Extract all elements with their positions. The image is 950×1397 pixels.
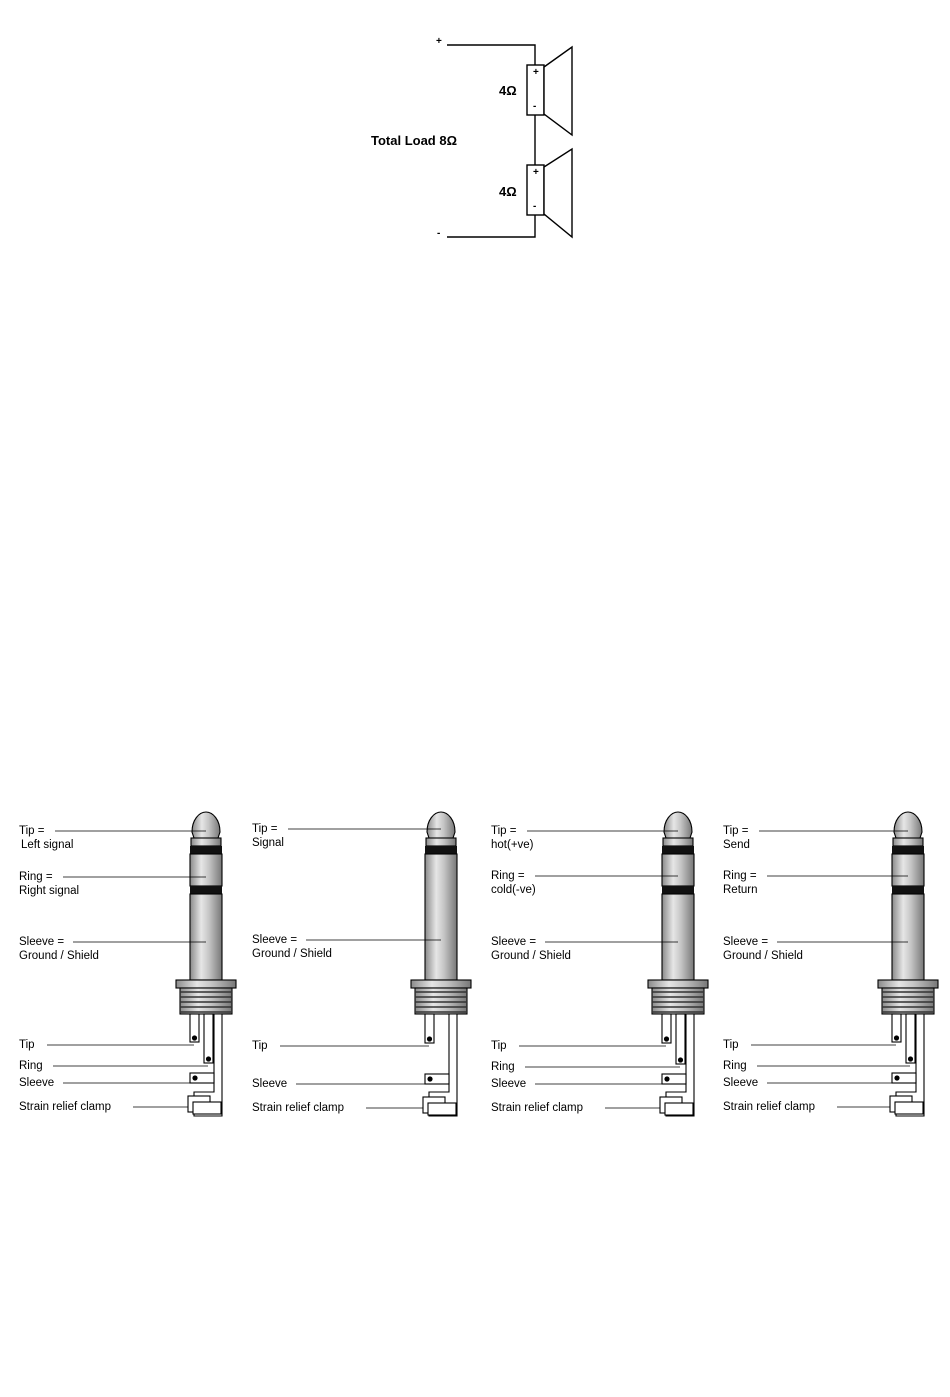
strain-relief-clamp-inner (895, 1102, 923, 1114)
sleeve-solder-point (664, 1076, 669, 1081)
speaker-2-minus: - (533, 201, 537, 212)
strain-relief-clamp-label: Strain relief clamp (491, 1102, 584, 1114)
ring-solder-point (678, 1057, 683, 1062)
tip-label: Tip = (491, 825, 517, 837)
wire-ring-label: Ring (723, 1060, 747, 1072)
wire-sleeve-label: Sleeve (491, 1078, 527, 1090)
speaker-2-plus: + (533, 167, 539, 178)
jack-tip-neck (426, 838, 456, 846)
tip-label: Tip = (19, 825, 45, 837)
jack-ring-contact (662, 854, 694, 886)
tip-label: Tip = (252, 823, 278, 835)
sleeve-description: Ground / Shield (19, 950, 99, 962)
tip-description: Left signal (21, 839, 74, 851)
ring-lug (906, 1014, 915, 1063)
wire-sleeve-label: Sleeve (19, 1077, 55, 1089)
jack-flange (878, 980, 938, 988)
jack-insulator (662, 846, 694, 854)
sleeve-label: Sleeve = (723, 936, 769, 948)
ring-description: Right signal (19, 885, 80, 897)
strain-relief-clamp-label: Strain relief clamp (252, 1102, 345, 1114)
sleeve-description: Ground / Shield (252, 948, 332, 960)
jack-tip (427, 812, 455, 838)
ring-description: cold(-ve) (491, 884, 536, 896)
jack-insulator-2 (892, 886, 924, 894)
jack-ring-contact (190, 854, 222, 886)
jack-plug-4 (751, 812, 938, 1116)
jack-tip-neck (893, 838, 923, 846)
jack-plug-2 (280, 812, 471, 1116)
sleeve-solder-point (427, 1076, 432, 1081)
ring-solder-point (206, 1056, 211, 1061)
jack-flange (176, 980, 236, 988)
ring-solder-point (908, 1056, 913, 1061)
tip-solder-point (192, 1035, 197, 1040)
total-load-label: Total Load 8Ω (371, 133, 458, 148)
wire-tip-label: Tip (491, 1040, 507, 1052)
tip-label: Tip = (723, 825, 749, 837)
jack-flange (411, 980, 471, 988)
wire-ring-label: Ring (491, 1061, 515, 1073)
ring-lug (204, 1014, 213, 1063)
jack-plug-1 (47, 812, 236, 1116)
ring-label: Ring = (19, 871, 53, 883)
ring-description: Return (723, 884, 758, 896)
jack-plug-3 (519, 812, 708, 1116)
tip-description: Signal (252, 837, 284, 849)
speaker-1-plus: + (533, 67, 539, 78)
jack-insulator (190, 846, 222, 854)
wire-ring-label: Ring (19, 1060, 43, 1072)
jack-tip (192, 812, 220, 838)
strain-relief-clamp-inner (193, 1102, 221, 1114)
ring-label: Ring = (723, 870, 757, 882)
positive-terminal: + (436, 36, 442, 47)
jack-insulator-2 (190, 886, 222, 894)
jack-ring-contact (892, 854, 924, 886)
wire-tip-label: Tip (723, 1039, 739, 1051)
sleeve-label: Sleeve = (491, 936, 537, 948)
negative-terminal: - (437, 228, 441, 239)
ring-lug (676, 1014, 685, 1064)
jack-insulator (892, 846, 924, 854)
sleeve-solder-point (192, 1075, 197, 1080)
tip-solder-point (894, 1035, 899, 1040)
sleeve-solder-point (894, 1075, 899, 1080)
jack-tip (664, 812, 692, 838)
sleeve-description: Ground / Shield (723, 950, 803, 962)
jack-sleeve (190, 894, 222, 980)
sleeve-label: Sleeve = (19, 936, 65, 948)
wire-sleeve-label: Sleeve (252, 1078, 288, 1090)
speaker-1-impedance: 4Ω (499, 83, 517, 98)
jack-sleeve (892, 894, 924, 980)
ring-label: Ring = (491, 870, 525, 882)
jack-flange (648, 980, 708, 988)
strain-relief-clamp-inner (428, 1103, 456, 1115)
speaker-1-minus: - (533, 101, 537, 112)
tip-description: hot(+ve) (491, 839, 534, 851)
wire-sleeve-label: Sleeve (723, 1077, 759, 1089)
tip-solder-point (427, 1036, 432, 1041)
jack-tip (894, 812, 922, 838)
jack-tip-neck (663, 838, 693, 846)
wire-tip-label: Tip (252, 1040, 268, 1052)
jack-tip-neck (191, 838, 221, 846)
tip-description: Send (723, 839, 750, 851)
sleeve-label: Sleeve = (252, 934, 298, 946)
sleeve-description: Ground / Shield (491, 950, 571, 962)
jack-insulator (425, 846, 457, 854)
strain-relief-clamp-label: Strain relief clamp (19, 1101, 112, 1113)
jack-insulator-2 (662, 886, 694, 894)
jack-sleeve (425, 854, 457, 980)
wire-tip-label: Tip (19, 1039, 35, 1051)
tip-solder-point (664, 1036, 669, 1041)
speaker-2-impedance: 4Ω (499, 184, 517, 199)
strain-relief-clamp-inner (665, 1103, 693, 1115)
jack-sleeve (662, 894, 694, 980)
strain-relief-clamp-label: Strain relief clamp (723, 1101, 816, 1113)
